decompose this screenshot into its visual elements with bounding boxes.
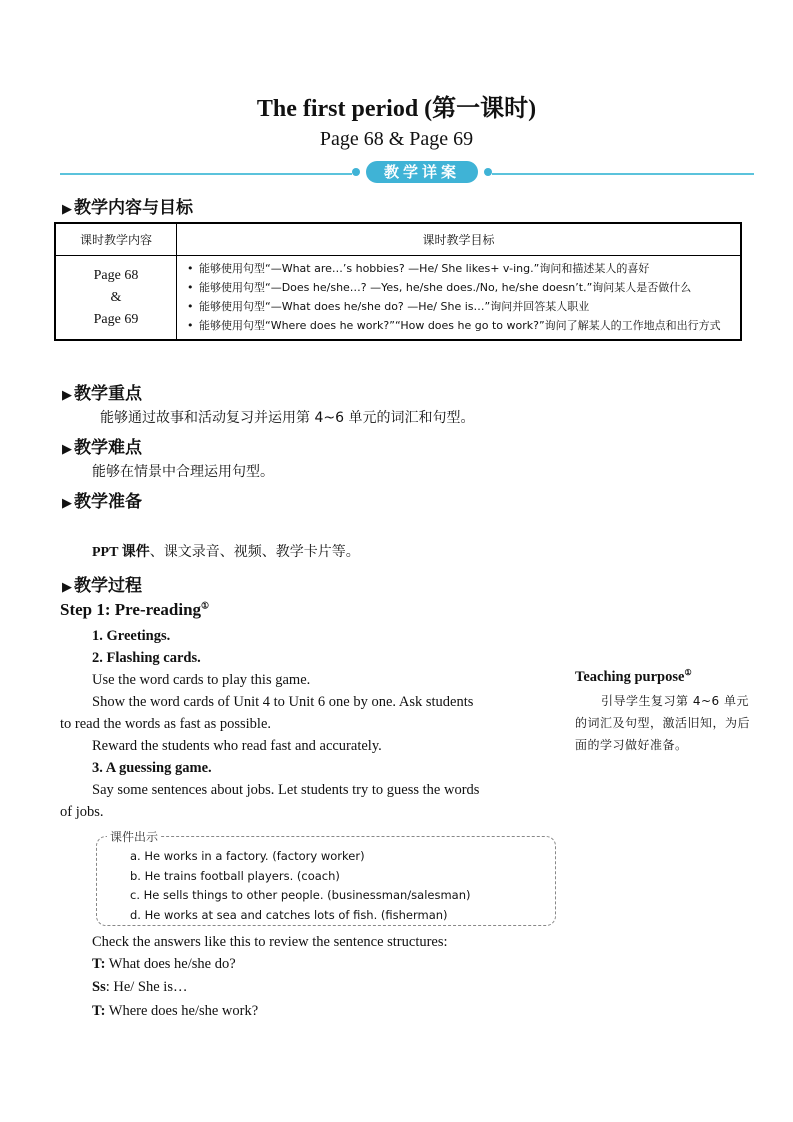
- step1-greetings: 1. Greetings.: [92, 628, 171, 644]
- flash-line2b: to read the words as fast as possible.: [60, 716, 272, 732]
- teaching-purpose-title: Teaching purpose①: [575, 668, 692, 685]
- table-cell-goals: [177, 256, 742, 341]
- key-points-text: 能够通过故事和活动复习并运用第 4~6 单元的词汇和句型。: [100, 410, 475, 426]
- goal-item: • 能够使用句型“—Does he/she…? —Yes, he/she does./No, he/she doesn’t.”询问某人是否做什么: [187, 281, 692, 294]
- section-heading-difficulties: ▶ 教学难点: [62, 438, 142, 458]
- courseware-box-label: 课件出示: [107, 828, 161, 845]
- header-rule-left: [60, 173, 352, 175]
- page-title: The first period (第一课时): [256, 96, 537, 122]
- table-cell-pages: Page 68 & Page 69: [55, 256, 177, 341]
- section-heading-key-points: ▶ 教学重点: [62, 384, 142, 404]
- guess-line1b: of jobs.: [60, 804, 104, 820]
- step1-guessing: 3. A guessing game.: [92, 760, 212, 776]
- badge-label: 教学详案: [366, 161, 478, 183]
- triangle-icon: ▶: [62, 202, 72, 217]
- header-rule-right: [492, 173, 754, 175]
- guess-line1a: Say some sentences about jobs. Let students try to guess the words: [92, 782, 480, 798]
- check-line: Check the answers like this to review the sentence structures:: [92, 934, 448, 950]
- step1-flashing: 2. Flashing cards.: [92, 650, 201, 666]
- preparation-text: PPT 课件、课文录音、视频、教学卡片等。: [92, 544, 360, 560]
- dialogue-t1: T: What does he/she do?: [92, 956, 236, 972]
- table-header-goals: 课时教学目标: [177, 223, 742, 256]
- section-heading-content-goals: ▶ 教学内容与目标: [62, 198, 193, 218]
- flash-line1: Use the word cards to play this game.: [92, 672, 311, 688]
- badge-dot-left: [352, 168, 360, 176]
- courseware-item: d. He works at sea and catches lots of fish. (fisherman): [130, 907, 448, 922]
- flash-line3: Reward the students who read fast and accurately.: [92, 738, 382, 754]
- section-heading-process: ▶ 教学过程: [62, 576, 142, 596]
- difficulties-text: 能够在情景中合理运用句型。: [92, 464, 274, 480]
- page-subtitle: Page 68 & Page 69: [319, 128, 474, 150]
- courseware-item: b. He trains football players. (coach): [130, 868, 340, 883]
- flash-line2a: Show the word cards of Unit 4 to Unit 6 one by one. Ask students: [92, 694, 474, 710]
- step1-title: Step 1: Pre-reading①: [60, 600, 210, 619]
- goals-table: [54, 222, 742, 341]
- triangle-icon: ▶: [62, 580, 72, 595]
- triangle-icon: ▶: [62, 496, 72, 511]
- teaching-purpose-text: 引导学生复习第 4~6 单元的词汇及句型，激活旧知，为后面的学习做好准备。: [575, 693, 751, 752]
- dialogue-t2: T: Where does he/she work?: [92, 1003, 259, 1019]
- section-heading-preparation: ▶ 教学准备: [62, 492, 142, 512]
- goal-item: • 能够使用句型“—What are…’s hobbies? —He/ She likes+ v-ing.”询问和描述某人的喜好: [187, 262, 650, 275]
- triangle-icon: ▶: [62, 442, 72, 457]
- table-header-content: 课时教学内容: [55, 223, 177, 256]
- courseware-item: a. He works in a factory. (factory worker): [130, 849, 365, 863]
- teaching-purpose-note: [575, 668, 750, 756]
- dialogue-ss: Ss: He/ She is…: [92, 979, 188, 995]
- triangle-icon: ▶: [62, 388, 72, 403]
- courseware-box: [96, 830, 556, 926]
- goal-item: • 能够使用句型“Where does he work?”“How does he go to work?”询问了解某人的工作地点和出行方式: [187, 319, 721, 332]
- courseware-item: c. He sells things to other people. (businessman/salesman): [130, 888, 471, 902]
- goal-item: • 能够使用句型“—What does he/she do? —He/ She is…”询问并回答某人职业: [187, 300, 590, 313]
- section-badge: [352, 160, 492, 186]
- badge-dot-right: [484, 168, 492, 176]
